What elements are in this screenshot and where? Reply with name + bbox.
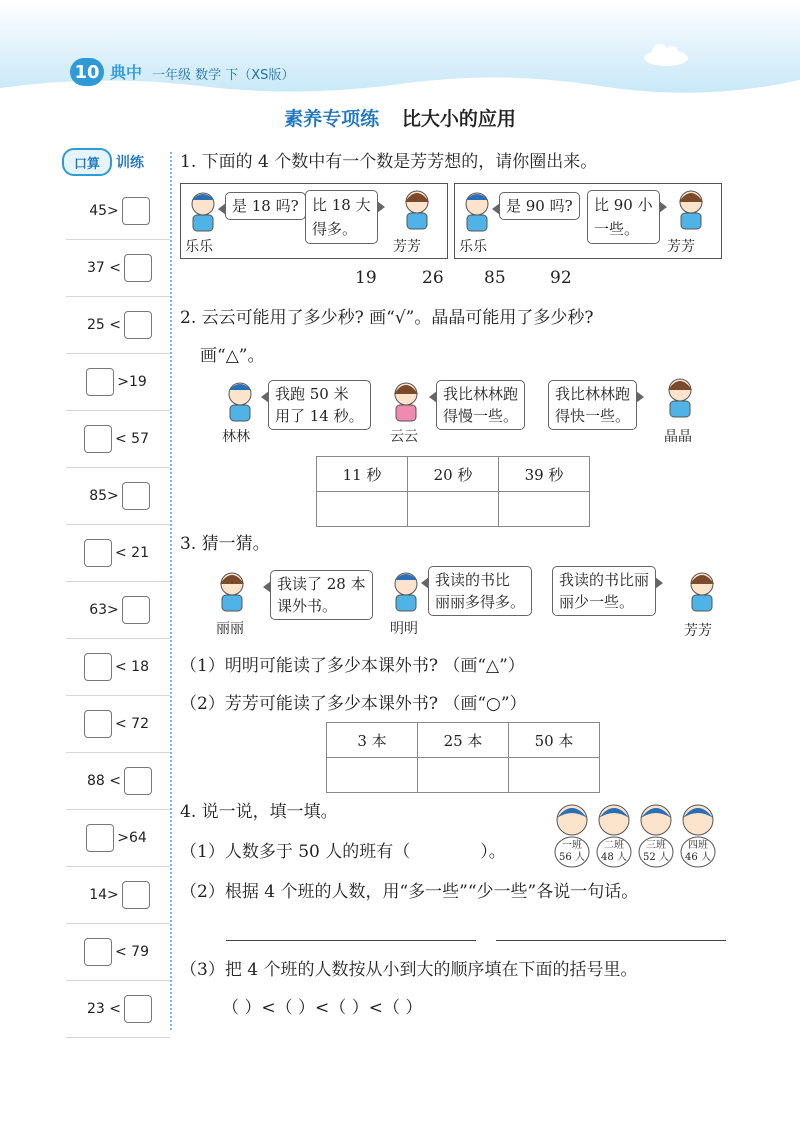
- answer-box[interactable]: [122, 596, 150, 624]
- q1-number-2[interactable]: 26: [422, 268, 444, 288]
- class-figure: [636, 800, 676, 868]
- sidebar-row: [66, 639, 170, 696]
- q2-answer-cell-3[interactable]: [499, 492, 590, 527]
- sidebar-expression: 14>: [89, 887, 119, 903]
- q3-bubble-2-line1: 我读的书比: [435, 571, 511, 589]
- sidebar-row: [66, 297, 170, 354]
- q2-table-header-1: 11 秒: [317, 457, 408, 492]
- q4-answer-line-2[interactable]: [496, 940, 726, 941]
- answer-box[interactable]: [122, 197, 150, 225]
- q3-table-header-3: 50 本: [509, 723, 600, 758]
- q3-answer-cell-2[interactable]: [418, 758, 509, 793]
- class-label: [636, 840, 676, 864]
- sidebar-expression: 85>: [89, 488, 119, 504]
- sidebar-expression: < 18: [115, 659, 149, 675]
- q3-sub-1: （1）明明可能读了多少本课外书? （画“△”）: [180, 656, 525, 676]
- class-figure: [678, 800, 718, 868]
- q3-bubble-2: [428, 566, 532, 616]
- sidebar-expression: 63>: [89, 602, 119, 618]
- q3-answer-cell-3[interactable]: [509, 758, 600, 793]
- q2-bubble-3-line1: 我比林林跑: [555, 385, 631, 403]
- q3-bubble-3-line1: 我读的书比丽: [559, 571, 650, 589]
- boy-figure-icon: [185, 190, 221, 234]
- q1-a-bubble-1: 是 18 吗?: [225, 192, 306, 220]
- sidebar-list: [66, 183, 170, 1038]
- girl-figure-icon: [673, 188, 709, 232]
- sidebar-row: [66, 867, 170, 924]
- page-title: [0, 104, 800, 131]
- q2-answer-cell-1[interactable]: [317, 492, 408, 527]
- q1-b-name-1: 乐乐: [459, 239, 487, 255]
- sidebar-expression: 45>: [89, 203, 119, 219]
- q1-b-bubble-2-line2: 一些。: [594, 220, 640, 238]
- q3-bubble-1-line2: 课外书。: [277, 597, 338, 615]
- class-label: [594, 840, 634, 864]
- q2-name-3: 晶晶: [664, 429, 692, 445]
- girl-figure-icon: [684, 570, 720, 614]
- sidebar-row: [66, 411, 170, 468]
- q1-a-bubble-2-line2: 得多。: [312, 220, 358, 238]
- sidebar-expression: < 57: [115, 431, 149, 447]
- answer-box[interactable]: [124, 311, 152, 339]
- sidebar-row: [66, 354, 170, 411]
- cloud-icon: [636, 40, 696, 68]
- q2-bubble-2: [436, 380, 525, 430]
- q1-number-4[interactable]: 92: [550, 268, 572, 288]
- answer-box[interactable]: [84, 710, 112, 738]
- class-figures: [552, 800, 722, 868]
- q1-panel-b: [454, 183, 722, 259]
- page-title-right: 比大小的应用: [401, 108, 516, 130]
- q2-answer-cell-2[interactable]: [408, 492, 499, 527]
- class-count: 56 人: [559, 852, 585, 863]
- q4-order-blanks[interactable]: （ ）<（ ）<（ ）<（ ）: [222, 998, 423, 1018]
- q3-bubble-3: [552, 566, 656, 616]
- q1-b-bubble-1: 是 90 吗?: [499, 192, 580, 220]
- answer-box[interactable]: [84, 539, 112, 567]
- class-name: 四班: [688, 840, 708, 851]
- sidebar-expression: < 21: [115, 545, 149, 561]
- q4-sub-1-text: （1）人数多于 50 人的班有（: [180, 842, 411, 862]
- class-name: 三班: [646, 840, 666, 851]
- sidebar-row: [66, 582, 170, 639]
- q3-text: 3. 猜一猜。: [180, 534, 270, 554]
- q1-a-bubble-2-line1: 比 18 大: [312, 196, 371, 214]
- book-title: 一年级 数学 下（XS版）: [152, 68, 295, 83]
- q1-number-1[interactable]: 19: [355, 268, 377, 288]
- q3-table-header-1: 3 本: [327, 723, 418, 758]
- q1-a-name-2: 芳芳: [393, 239, 421, 255]
- answer-box[interactable]: [86, 368, 114, 396]
- sidebar-row: [66, 753, 170, 810]
- class-figure: [552, 800, 592, 868]
- q2-answer-table: [316, 456, 590, 527]
- sidebar-label: 训练: [116, 155, 144, 171]
- girl-figure-icon: [388, 380, 424, 424]
- sidebar-row: [66, 183, 170, 240]
- series-logo: 典中: [110, 63, 143, 82]
- q1-number-3[interactable]: 85: [484, 268, 506, 288]
- q4-sub-1: [180, 840, 506, 864]
- class-name: 一班: [562, 840, 582, 851]
- q1-text: 1. 下面的 4 个数中有一个数是芳芳想的，请你圈出来。: [180, 152, 598, 172]
- class-count: 52 人: [643, 852, 669, 863]
- q3-bubble-3-line2: 丽少一些。: [559, 593, 635, 611]
- sidebar-expression: < 72: [115, 716, 149, 732]
- answer-box[interactable]: [122, 881, 150, 909]
- page-title-left: 素养专项练: [284, 108, 380, 130]
- class-count: 46 人: [685, 852, 711, 863]
- q2-bubble-2-line2: 得慢一些。: [443, 407, 519, 425]
- q1-b-bubble-2: [587, 190, 660, 244]
- q1-b-bubble-2-line1: 比 90 小: [594, 196, 653, 214]
- q2-line-1: 2. 云云可能用了多少秒? 画“√”。晶晶可能用了多少秒?: [180, 308, 594, 328]
- q2-bubble-1-line2: 用了 14 秒。: [275, 407, 364, 425]
- q4-text: 4. 说一说，填一填。: [180, 802, 338, 822]
- class-figure: [594, 800, 634, 868]
- answer-box[interactable]: [84, 938, 112, 966]
- class-label: [678, 840, 718, 864]
- answer-box[interactable]: [122, 482, 150, 510]
- q1-panel-a: [180, 183, 448, 259]
- sidebar-expression: >64: [117, 830, 147, 846]
- q1-a-name-1: 乐乐: [185, 239, 213, 255]
- sidebar-divider: [170, 152, 172, 1030]
- q3-sub-2: （2）芳芳可能读了多少本课外书? （画“○”）: [180, 694, 527, 714]
- class-count: 48 人: [601, 852, 627, 863]
- sidebar-expression: 37 <: [87, 260, 121, 276]
- sidebar-expression: >19: [117, 374, 147, 390]
- q2-bubble-3-line2: 得快一些。: [555, 407, 631, 425]
- q3-bubble-2-line2: 丽丽多得多。: [435, 593, 526, 611]
- q3-bubble-1-line1: 我读了 28 本: [277, 575, 366, 593]
- answer-box[interactable]: [124, 254, 152, 282]
- answer-box[interactable]: [124, 767, 152, 795]
- sidebar-row: [66, 810, 170, 867]
- q2-bubble-1-line1: 我跑 50 米: [275, 385, 349, 403]
- q4-sub-3: （3）把 4 个班的人数按从小到大的顺序填在下面的括号里。: [180, 960, 638, 980]
- boy-figure-icon: [222, 380, 258, 424]
- answer-box[interactable]: [86, 824, 114, 852]
- q3-table-header-2: 25 本: [418, 723, 509, 758]
- q2-bubble-2-line1: 我比林林跑: [443, 385, 519, 403]
- q3-answer-cell-1[interactable]: [327, 758, 418, 793]
- q1-b-name-2: 芳芳: [667, 239, 695, 255]
- sidebar-header: [62, 148, 144, 176]
- girl-figure-icon: [662, 376, 698, 420]
- sidebar-row: [66, 696, 170, 753]
- q2-table-header-3: 39 秒: [499, 457, 590, 492]
- q2-name-2: 云云: [390, 429, 418, 445]
- sidebar-row: [66, 525, 170, 582]
- boy-figure-icon: [459, 190, 495, 234]
- boy-figure-icon: [388, 570, 424, 614]
- q3-bubble-1: [270, 570, 373, 620]
- answer-box[interactable]: [124, 995, 152, 1023]
- girl-figure-icon: [214, 570, 250, 614]
- sidebar-row: [66, 981, 170, 1038]
- q4-sub-1-end: ）。: [480, 842, 506, 862]
- class-label: [552, 840, 592, 864]
- sidebar-expression: 88 <: [87, 773, 121, 789]
- sidebar-row: [66, 468, 170, 525]
- answer-box[interactable]: [84, 425, 112, 453]
- q2-line-2: 画“△”。: [200, 346, 265, 366]
- sidebar-row: [66, 240, 170, 297]
- page-number-badge: 10: [70, 58, 104, 86]
- sidebar-expression: < 79: [115, 944, 149, 960]
- answer-box[interactable]: [84, 653, 112, 681]
- q3-answer-table: [326, 722, 600, 793]
- q3-name-1: 丽丽: [216, 621, 244, 637]
- q2-table-header-2: 20 秒: [408, 457, 499, 492]
- q2-name-1: 林林: [222, 429, 250, 445]
- girl-figure-icon: [399, 188, 435, 232]
- sidebar-row: [66, 924, 170, 981]
- q1-a-bubble-2: [305, 190, 378, 244]
- class-name: 二班: [604, 840, 624, 851]
- q2-bubble-3: [548, 380, 637, 430]
- q4-answer-line-1[interactable]: [226, 940, 476, 941]
- q3-name-2: 明明: [390, 621, 418, 637]
- q2-bubble-1: [268, 380, 371, 430]
- q4-sub-2: （2）根据 4 个班的人数，用“多一些”“少一些”各说一句话。: [180, 882, 639, 902]
- q3-name-3: 芳芳: [684, 623, 712, 639]
- sidebar-expression: 25 <: [87, 317, 121, 333]
- sidebar-badge: 口算: [62, 148, 112, 176]
- sidebar-expression: 23 <: [87, 1001, 121, 1017]
